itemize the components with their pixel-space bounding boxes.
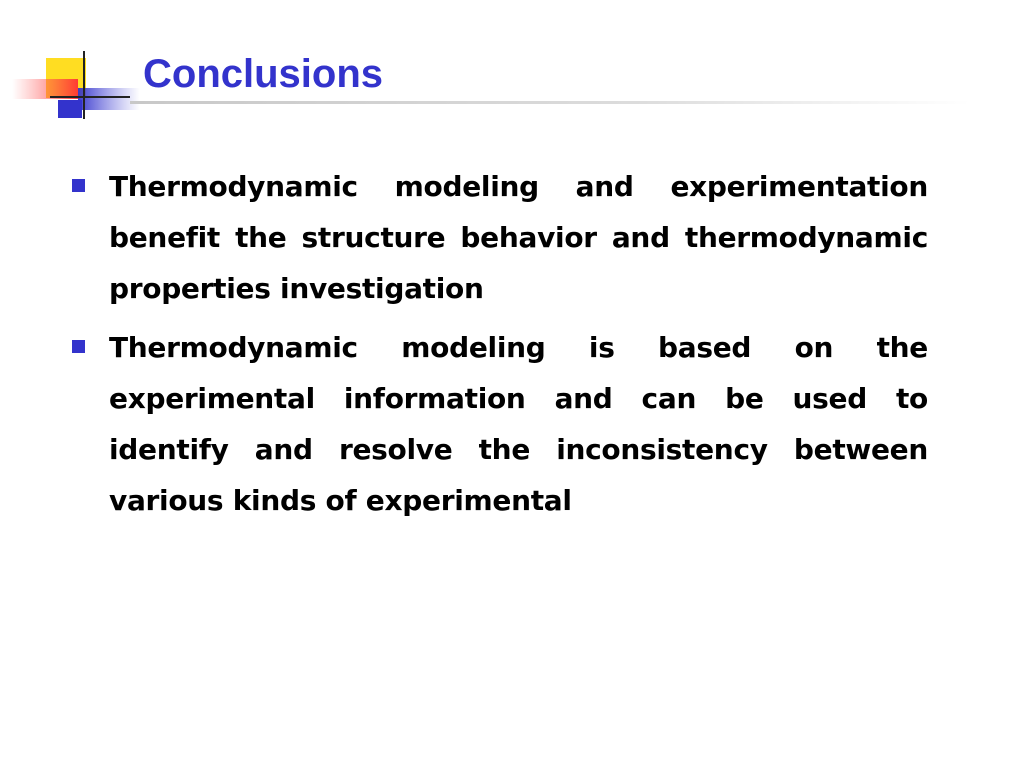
bullet-list [72, 161, 928, 534]
decorative-color-blocks-icon [10, 48, 150, 128]
bullet-text: Thermodynamic modeling is based on the experimental information and can be used to identify and resolve the inconsistency between various kinds of experimental [109, 331, 928, 517]
page-title: Conclusions [143, 52, 384, 96]
list-item [72, 322, 928, 526]
bullet-text: Thermodynamic modeling and experimentation benefit the structure behavior and thermodynamic properties investigation [109, 170, 928, 305]
square-bullet-icon [72, 179, 85, 192]
square-bullet-icon [72, 340, 85, 353]
list-item [72, 161, 928, 314]
title-divider [130, 101, 970, 104]
